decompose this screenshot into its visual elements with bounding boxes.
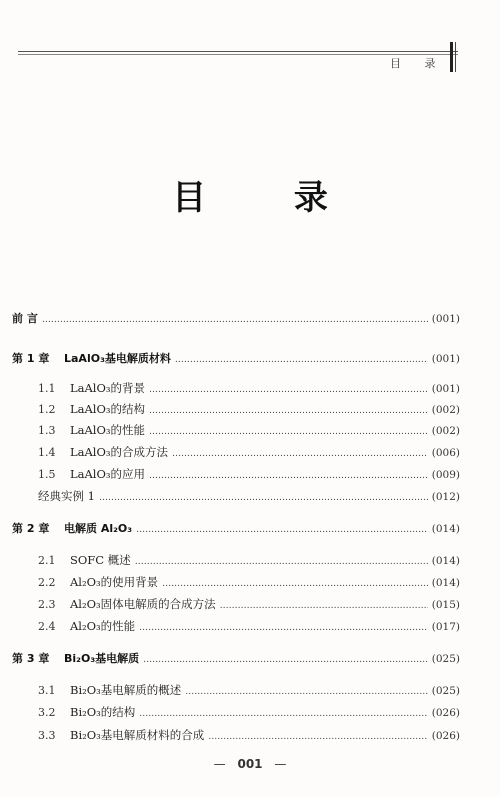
leader-dots xyxy=(175,355,428,365)
toc-page: (025) xyxy=(431,653,460,665)
toc-entry-1-2[interactable] xyxy=(0,401,500,421)
leader-dots xyxy=(99,493,428,503)
toc-page: (002) xyxy=(431,425,460,437)
toc-label: LaAlO₃的性能 xyxy=(70,423,146,437)
leader-dots xyxy=(139,623,428,633)
section-number: 1.1 xyxy=(38,382,56,395)
section-number: 2.2 xyxy=(38,576,56,589)
toc-entry-2-2[interactable] xyxy=(0,574,500,594)
section-number: 3.1 xyxy=(38,684,56,697)
section-number: 2.3 xyxy=(38,598,56,611)
toc-label: 前 言 xyxy=(12,312,38,325)
toc-label: LaAlO₃的合成方法 xyxy=(70,445,169,459)
toc-page: (002) xyxy=(431,404,460,416)
chapter-number: 第 1 章 xyxy=(12,352,50,365)
toc-page: (001) xyxy=(431,383,460,395)
section-number: 1.5 xyxy=(38,468,56,481)
section-number: 3.2 xyxy=(38,706,56,719)
leader-dots xyxy=(135,557,428,567)
leader-dots xyxy=(185,687,427,697)
toc-label: Al₂O₃的性能 xyxy=(70,619,136,633)
toc-label: Bi₂O₃基电解质材料的合成 xyxy=(70,728,205,742)
toc-page: (014) xyxy=(431,523,460,535)
toc-label: Bi₂O₃基电解质 xyxy=(64,652,140,665)
toc-entry-1-5[interactable] xyxy=(0,466,500,486)
header-bar-thick xyxy=(450,42,453,72)
leader-dots xyxy=(149,471,428,481)
toc-page: (001) xyxy=(431,313,460,325)
toc-label: 电解质 Al₂O₃ xyxy=(64,522,133,535)
section-number: 3.3 xyxy=(38,729,56,742)
leader-dots xyxy=(220,601,428,611)
toc-page: (026) xyxy=(431,707,460,719)
section-number: 1.2 xyxy=(38,403,56,416)
section-number: 1.3 xyxy=(38,424,56,437)
toc-page: (025) xyxy=(431,685,460,697)
header-bar-thin xyxy=(455,42,456,72)
toc-page: (001) xyxy=(431,353,460,365)
toc-label: Bi₂O₃基电解质的概述 xyxy=(70,683,182,697)
toc-page: (009) xyxy=(431,469,460,481)
toc-entry-2-4[interactable] xyxy=(0,618,500,638)
page-number: 001 xyxy=(237,757,263,771)
toc-page: (015) xyxy=(431,599,460,611)
section-number: 2.4 xyxy=(38,620,56,633)
leader-dots xyxy=(208,732,427,742)
leader-dots xyxy=(172,449,428,459)
chapter-number: 第 2 章 xyxy=(12,522,50,535)
leader-dots xyxy=(149,427,428,437)
toc-page: (006) xyxy=(431,447,460,459)
footer-dash-right: — xyxy=(274,757,287,771)
toc-entry-2-1[interactable] xyxy=(0,552,500,572)
toc-entry-1-4[interactable] xyxy=(0,444,500,464)
leader-dots xyxy=(136,525,428,535)
toc-entry-3-3[interactable] xyxy=(0,727,500,747)
toc-label: LaAlO₃的应用 xyxy=(70,467,146,481)
leader-dots xyxy=(149,385,428,395)
toc-label: LaAlO₃基电解质材料 xyxy=(64,352,171,365)
toc-label: Al₂O₃的使用背景 xyxy=(70,575,159,589)
toc-entry-preface[interactable] xyxy=(0,310,500,330)
toc-entry-chapter-2[interactable] xyxy=(0,520,500,540)
toc-entry-1-3[interactable] xyxy=(0,422,500,442)
toc-page: (017) xyxy=(431,621,460,633)
leader-dots xyxy=(149,406,428,416)
toc-page: (012) xyxy=(431,491,460,503)
chapter-number: 第 3 章 xyxy=(12,652,50,665)
toc-entry-3-2[interactable] xyxy=(0,704,500,724)
toc-entry-example-1[interactable] xyxy=(0,488,500,508)
section-number: 2.1 xyxy=(38,554,56,567)
running-head: 目 录 xyxy=(390,57,446,70)
toc-label: Al₂O₃固体电解质的合成方法 xyxy=(70,597,216,611)
footer-dash-left: — xyxy=(213,757,226,771)
leader-dots xyxy=(162,579,428,589)
toc-label: 经典实例 1 xyxy=(38,489,95,503)
toc-page: (026) xyxy=(431,730,460,742)
leader-dots xyxy=(143,655,428,665)
toc-page: (014) xyxy=(431,577,460,589)
toc-entry-chapter-3[interactable] xyxy=(0,650,500,670)
leader-dots xyxy=(139,709,427,719)
toc-entry-chapter-1[interactable] xyxy=(0,350,500,370)
page-title: 目 录 xyxy=(172,178,366,218)
toc-page: (014) xyxy=(431,555,460,567)
header-rule xyxy=(18,51,458,52)
toc-label: Bi₂O₃的结构 xyxy=(70,705,136,719)
toc-label: SOFC 概述 xyxy=(70,553,131,567)
toc-entry-3-1[interactable] xyxy=(0,682,500,702)
leader-dots xyxy=(42,315,428,325)
page-footer xyxy=(0,757,500,771)
toc-entry-1-1[interactable] xyxy=(0,380,500,400)
toc-label: LaAlO₃的结构 xyxy=(70,402,146,416)
toc-label: LaAlO₃的背景 xyxy=(70,381,146,395)
section-number: 1.4 xyxy=(38,446,56,459)
toc-entry-2-3[interactable] xyxy=(0,596,500,616)
